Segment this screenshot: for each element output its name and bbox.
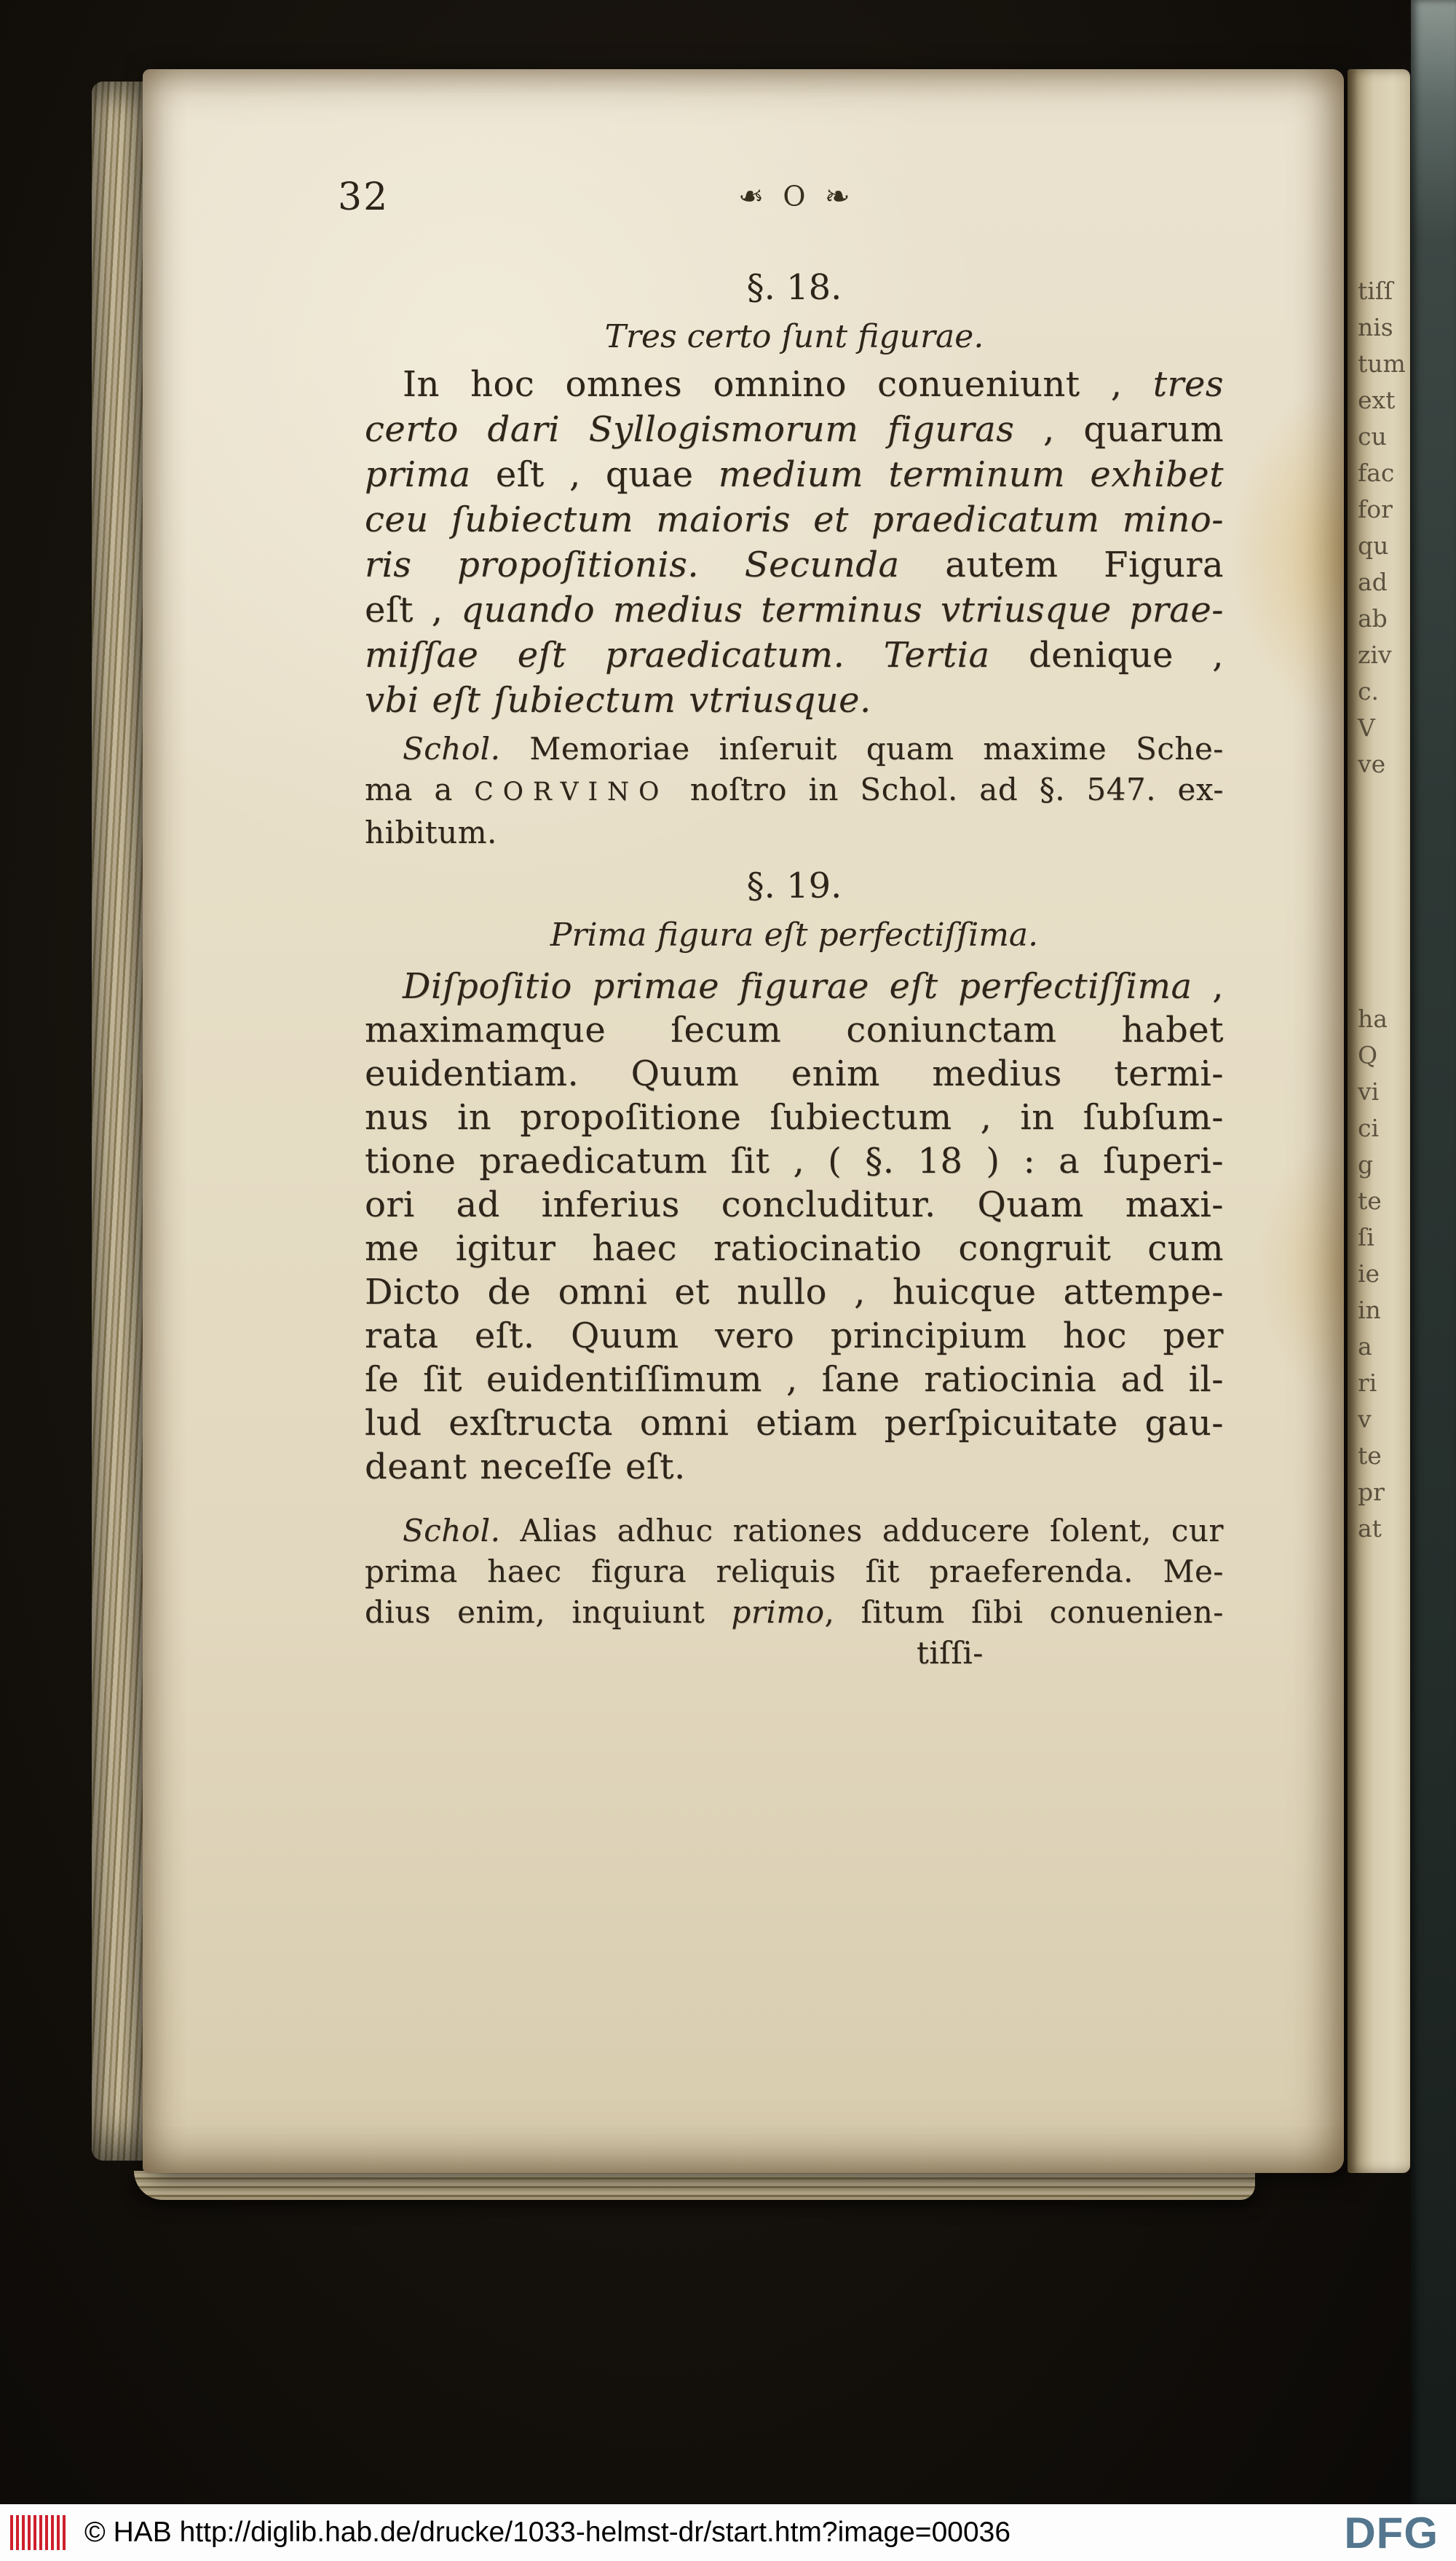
margin-fragment [1358,855,1410,892]
margin-fragment: vi [1358,1077,1380,1106]
text-segment: Diſpoſitio primae figurae eſt perfectiſſima [403,966,1192,1007]
text-segment: Schol. [403,1513,501,1548]
catchword [365,1633,1224,1674]
text-segment: primo [731,1594,825,1630]
margin-fragment: ſi [1358,1223,1374,1251]
margin-fragment [1358,783,1410,819]
margin-fragment: cu [1358,422,1387,451]
margin-fragment: v [1358,1405,1372,1433]
text-segment [699,545,745,585]
text-line [365,769,1224,812]
page-stack-edge-left [92,82,144,2161]
text-line [365,542,1224,587]
text-segment: Dicto de omni et nullo , huicque attempe- [365,1272,1224,1313]
margin-fragment: for [1358,495,1393,523]
page-number: 32 [338,175,389,219]
next-page-text-fragments [1348,69,1410,1547]
dfg-logo: DFG [1344,2508,1439,2557]
text-segment: ris propoſitionis. [365,545,700,585]
section-19-heading: §. 19. [746,866,842,906]
section-19-subheading: Prima figura eſt perfectiſſima. [550,917,1039,954]
text-line [365,407,1224,452]
text-segment: , quarum [1014,409,1224,450]
text-segment: CORVINO [474,777,669,807]
margin-fragment: nis [1358,313,1393,341]
text-line [365,452,1224,497]
margin-fragment [1358,819,1410,855]
fleuron-right-icon: ❧ [824,178,850,214]
text-segment: ori ad inferius concluditur. Quam maxi- [365,1184,1224,1225]
margin-fragment: ie [1358,1259,1380,1288]
text-line [365,812,1224,853]
margin-fragment: tum [1358,349,1406,378]
text-segment: ma a [365,772,475,807]
source-url-link[interactable]: http://diglib.hab.de/drucke/1033-helmst-dr/start.htm?image=00036 [179,2517,1011,2548]
hab-logo-icon [10,2515,68,2550]
text-line [365,497,1224,542]
margin-fragment [1358,928,1410,965]
section-19-scholium [365,1511,1224,1674]
text-segment: medium terminum exhibet [718,454,1224,495]
text-segment: maximamque ſecum coniunctam habet [365,1010,1224,1050]
next-page-sliver [1348,69,1410,2173]
text-segment: vbi eſt ſubiectum vtriusque. [365,680,871,721]
margin-fragment: ve [1358,750,1386,778]
text-line [365,1551,1224,1592]
text-segment: miſſae eſt praedicatum. [365,635,845,676]
text-segment: In hoc omnes omnino conueniunt , [403,364,1153,405]
margin-fragment: ext [1358,386,1396,414]
margin-fragment: fac [1358,459,1395,487]
margin-fragment [1358,892,1410,928]
text-segment: nus in propoſitione ſubiectum , in ſubſum- [365,1097,1224,1138]
text-segment: tres [1152,364,1224,405]
text-segment [844,635,883,676]
margin-fragment: g [1358,1150,1374,1179]
text-segment: dius enim, inquiunt [365,1594,732,1630]
margin-fragment: tiſſ [1358,277,1393,305]
text-line [365,1139,1224,1183]
text-line [365,729,1224,769]
margin-fragment: ziv [1358,641,1392,669]
text-line [365,1401,1224,1445]
section-18-subheading: Tres certo ſunt figurae. [604,318,984,355]
text-segment: , ſitum ſibi conuenien- [824,1594,1224,1630]
text-segment: Secunda [744,545,900,585]
text-segment: lud exſtructa omni etiam perſpicuitate gau- [365,1403,1224,1444]
text-line [365,1358,1224,1401]
margin-fragment: ad [1358,568,1388,596]
section-18-heading: §. 18. [746,267,842,308]
margin-fragment: at [1358,1514,1382,1543]
text-segment: quando medius terminus vtriusque prae- [461,590,1224,630]
book-cover-edge [1411,0,1456,2504]
margin-fragment: ci [1358,1114,1380,1142]
ornament-ring-icon: O [783,180,806,213]
margin-fragment: ab [1358,604,1388,633]
text-segment: prima [365,454,471,495]
text-segment: rata eſt. Quum vero principium hoc per [365,1315,1224,1356]
text-segment: denique , [989,635,1224,676]
section-18-scholium [365,729,1224,853]
margin-fragment: te [1358,1441,1382,1470]
text-line [365,1511,1224,1551]
text-line [365,1227,1224,1270]
text-segment: ceu ſubiectum maioris et praedicatum mino- [365,499,1224,540]
book-page-scan [143,69,1344,2173]
text-segment: eſt , [365,590,462,630]
text-segment: Schol. [403,731,501,767]
text-segment: , [1192,966,1224,1007]
margin-fragment: a [1358,1332,1372,1361]
text-line [365,1270,1224,1314]
margin-fragment: Q [1358,1041,1378,1069]
text-segment: euidentiam. Quum enim medius termi- [365,1053,1224,1094]
text-line [365,587,1224,633]
margin-fragment: ri [1358,1369,1377,1397]
text-line [365,1592,1224,1633]
text-line [365,1052,1224,1096]
copyright-text: © HAB [84,2517,172,2548]
margin-fragment: c. [1358,677,1379,705]
text-segment: noſtro in Schol. ad §. 547. ex- [668,772,1224,807]
text-segment: Alias adhuc rationes adducere ſolent, cur [500,1513,1224,1548]
text-segment: prima haec figura reliquis ſit praeferenda. Me- [365,1553,1224,1589]
text-line [365,1183,1224,1227]
text-segment: eſt , quae [470,454,719,495]
text-segment: tione praedicatum ſit , ( §. 18 ) : a ſuperi- [365,1141,1224,1181]
margin-fragment: in [1358,1296,1381,1324]
text-line [365,633,1224,678]
text-line [365,678,1224,723]
fleuron-left-icon: ❧ [738,178,764,214]
margin-fragment: te [1358,1187,1382,1215]
text-segment: certo dari Syllogismorum figuras [365,409,1015,450]
text-line [365,1008,1224,1052]
text-segment: hibitum. [365,815,497,850]
text-line [365,362,1224,407]
text-line [365,1445,1224,1489]
text-segment: ſe ſit euidentiſſimum , ſane ratiocinia ad il- [365,1359,1224,1400]
text-segment: tiſſi- [916,1635,984,1671]
section-18-paragraph [365,362,1224,723]
page-stack-edge-bottom [134,2171,1255,2200]
text-segment: Tertia [883,635,990,676]
text-line [365,1096,1224,1139]
section-19-paragraph [365,965,1224,1489]
text-segment: autem Figura [899,545,1224,585]
text-line [365,1314,1224,1358]
margin-fragment: pr [1358,1478,1385,1506]
header-ornament [365,178,1224,214]
margin-fragment: qu [1358,531,1389,560]
text-segment: Memoriae inſeruit quam maxime Sche- [500,731,1224,767]
library-footer-bar [0,2504,1456,2561]
text-segment: me igitur haec ratiocinatio congruit cum [365,1228,1224,1269]
margin-fragment [1358,965,1410,1001]
image-credit [84,2517,1010,2549]
text-line [365,965,1224,1008]
margin-fragment: V [1358,713,1375,742]
text-segment: deant neceſſe eſt. [365,1446,686,1487]
margin-fragment: ha [1358,1005,1388,1033]
